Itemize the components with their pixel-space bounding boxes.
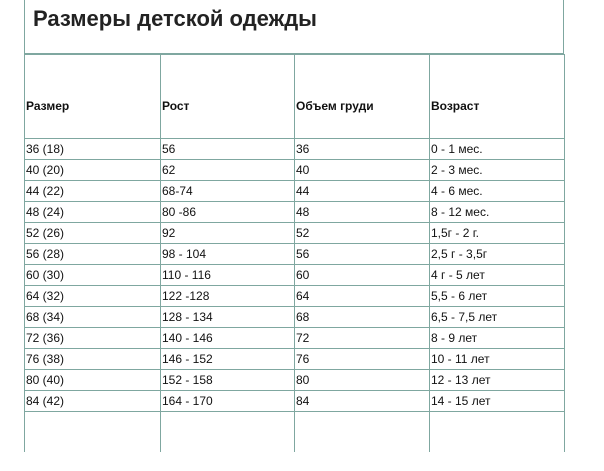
height-cell: 164 - 170 <box>161 391 295 412</box>
chest-cell: 52 <box>295 223 430 244</box>
size-cell: 72 (36) <box>25 328 161 349</box>
size-cell: 36 (18) <box>25 139 161 160</box>
chest-cell: 44 <box>295 181 430 202</box>
size-cell: 48 (24) <box>25 202 161 223</box>
table-spacer-row <box>25 412 565 453</box>
page-title: Размеры детской одежды <box>33 6 317 31</box>
chest-cell: 80 <box>295 370 430 391</box>
size-cell: 44 (22) <box>25 181 161 202</box>
size-cell: 56 (28) <box>25 244 161 265</box>
table-row <box>25 244 565 265</box>
header-age: Возраст <box>430 55 565 139</box>
table-row <box>25 370 565 391</box>
size-cell: 76 (38) <box>25 349 161 370</box>
table-row <box>25 391 565 412</box>
height-cell: 98 - 104 <box>161 244 295 265</box>
table-row <box>25 160 565 181</box>
size-cell: 68 (34) <box>25 307 161 328</box>
age-cell: 0 - 1 мес. <box>430 139 565 160</box>
chest-cell: 64 <box>295 286 430 307</box>
table-row <box>25 286 565 307</box>
chest-cell: 36 <box>295 139 430 160</box>
height-cell: 62 <box>161 160 295 181</box>
height-cell: 56 <box>161 139 295 160</box>
age-cell: 6,5 - 7,5 лет <box>430 307 565 328</box>
table-row <box>25 139 565 160</box>
height-cell: 146 - 152 <box>161 349 295 370</box>
height-cell: 128 - 134 <box>161 307 295 328</box>
table-row <box>25 349 565 370</box>
height-cell: 140 - 146 <box>161 328 295 349</box>
table-row <box>25 328 565 349</box>
age-cell: 4 г - 5 лет <box>430 265 565 286</box>
empty-cell <box>295 412 430 453</box>
chest-cell: 60 <box>295 265 430 286</box>
age-cell: 10 - 11 лет <box>430 349 565 370</box>
age-cell: 5,5 - 6 лет <box>430 286 565 307</box>
chest-cell: 84 <box>295 391 430 412</box>
table-row <box>25 307 565 328</box>
size-cell: 52 (26) <box>25 223 161 244</box>
size-cell: 84 (42) <box>25 391 161 412</box>
size-table <box>24 54 565 452</box>
height-cell: 122 -128 <box>161 286 295 307</box>
chest-cell: 56 <box>295 244 430 265</box>
table-row <box>25 265 565 286</box>
size-cell: 60 (30) <box>25 265 161 286</box>
title-box <box>24 0 564 54</box>
height-cell: 68-74 <box>161 181 295 202</box>
age-cell: 4 - 6 мес. <box>430 181 565 202</box>
table-body <box>25 139 565 453</box>
age-cell: 8 - 12 мес. <box>430 202 565 223</box>
chest-cell: 76 <box>295 349 430 370</box>
age-cell: 14 - 15 лет <box>430 391 565 412</box>
table-row <box>25 202 565 223</box>
size-cell: 80 (40) <box>25 370 161 391</box>
header-chest: Объем груди <box>295 55 430 139</box>
header-size: Размер <box>25 55 161 139</box>
empty-cell <box>25 412 161 453</box>
age-cell: 12 - 13 лет <box>430 370 565 391</box>
chest-cell: 40 <box>295 160 430 181</box>
age-cell: 8 - 9 лет <box>430 328 565 349</box>
table-row <box>25 223 565 244</box>
height-cell: 80 -86 <box>161 202 295 223</box>
age-cell: 2 - 3 мес. <box>430 160 565 181</box>
chest-cell: 48 <box>295 202 430 223</box>
height-cell: 92 <box>161 223 295 244</box>
chest-cell: 68 <box>295 307 430 328</box>
empty-cell <box>161 412 295 453</box>
empty-cell <box>430 412 565 453</box>
table-row <box>25 181 565 202</box>
header-height: Рост <box>161 55 295 139</box>
height-cell: 152 - 158 <box>161 370 295 391</box>
size-cell: 40 (20) <box>25 160 161 181</box>
age-cell: 2,5 г - 3,5г <box>430 244 565 265</box>
height-cell: 110 - 116 <box>161 265 295 286</box>
size-cell: 64 (32) <box>25 286 161 307</box>
chest-cell: 72 <box>295 328 430 349</box>
table-header-row <box>25 55 565 139</box>
age-cell: 1,5г - 2 г. <box>430 223 565 244</box>
